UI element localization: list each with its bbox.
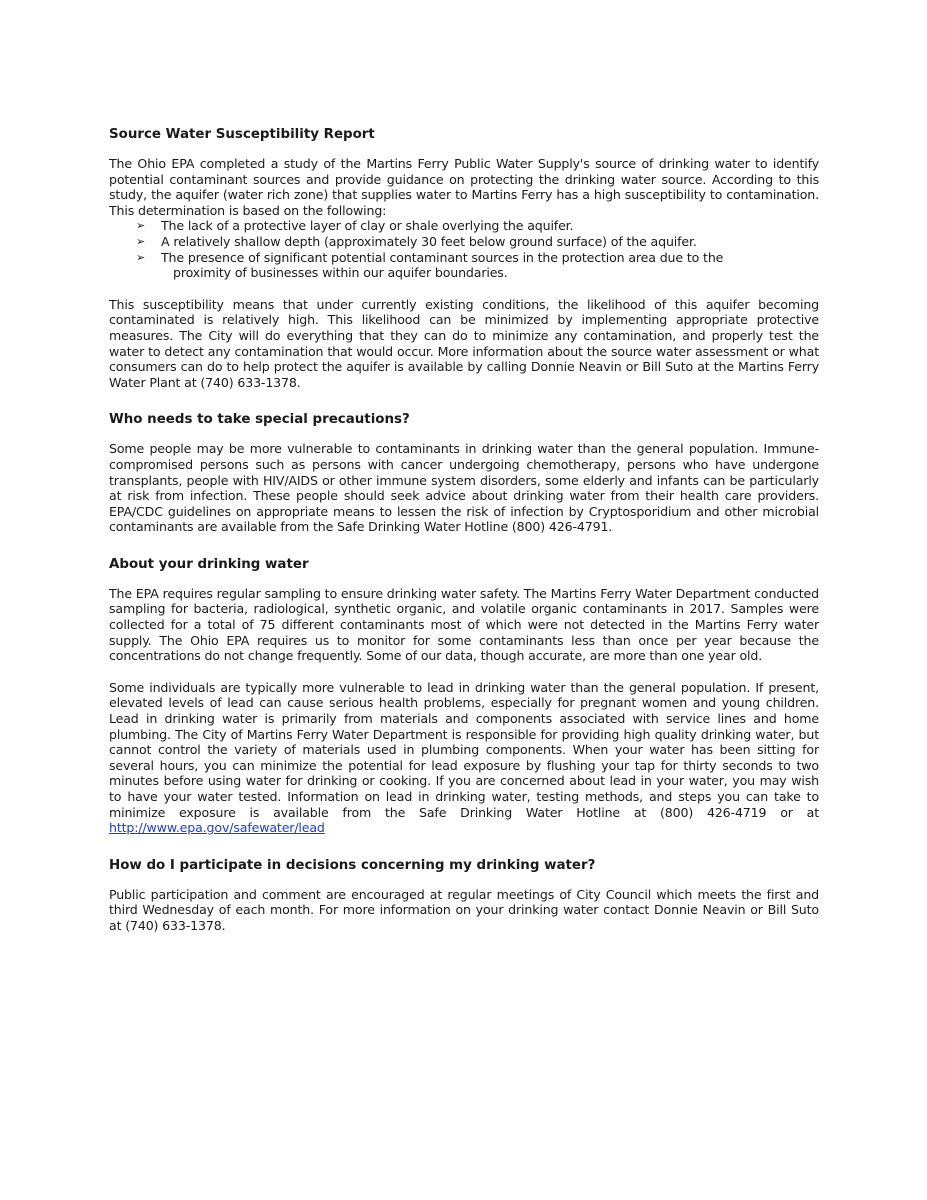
heading-special-precautions: Who needs to take special precautions? [109,412,410,428]
list-item-continuation: proximity of businesses within our aquifer boundaries. [173,265,508,281]
heading-about-drinking-water: About your drinking water [109,556,309,572]
document-body [109,126,819,934]
arrow-bullet-icon: ➢ [136,250,146,264]
arrow-bullet-icon: ➢ [136,234,146,248]
list-item-text: A relatively shallow depth (approximately 30 feet below ground surface) of the aquifer. [161,233,697,249]
special-precautions-paragraph: Some people may be more vulnerable to contaminants in drinking water than the general population. Immune-compromised persons such as persons with cancer undergoing chemotherapy, persons who have undergone transplants, people with HIV/AIDS or other immune system disorders, some elderly and infants can be particularly at risk from infection. These people should seek advice about drinking water from their health care providers. EPA/CDC guidelines on appropriate means to lessen the risk of infection by Cryptosporidium and other microbial contaminants are available from the Safe Drinking Water Hotline (800) 426-4791. [109,441,819,535]
list-item [109,250,819,281]
lead-paragraph [109,680,819,836]
source-water-intro: The Ohio EPA completed a study of the Martins Ferry Public Water Supply's source of drinking water to identify potential contaminant sources and provide guidance on protecting the drinking water source. According to this study, the aquifer (water rich zone) that supplies water to Martins Ferry has a high susceptibility to contamination. This determination is based on the following: [109,156,819,218]
list-item-text: The presence of significant potential contaminant sources in the protection area due to the [161,249,724,265]
epa-lead-link[interactable]: http://www.epa.gov/safewater/lead [109,820,325,836]
heading-participate: How do I participate in decisions concerning my drinking water? [109,857,596,873]
lead-paragraph-text: Some individuals are typically more vulnerable to lead in drinking water than the general population. If present, elevated levels of lead can cause serious health problems, especially for pregnant women and young children. Lead in drinking water is primarily from materials and components associated with service lines and home plumbing. The City of Martins Ferry Water Department is responsible for providing high quality drinking water, but cannot control the variety of materials used in plumbing components. When your water has been sitting for several hours, you can minimize the potential for lead exposure by flushing your tap for thirty seconds to two minutes before using water for drinking or cooking. If you are concerned about lead in your water, you may wish to have your water tested. Information on lead in drinking water, testing methods, and steps you can take to minimize exposure is available from the Safe Drinking Water Hotline at (800) 426-4719 or at [109,679,819,820]
heading-source-water: Source Water Susceptibility Report [109,127,375,142]
list-item-text: The lack of a protective layer of clay or shale overlying the aquifer. [161,218,574,234]
list-item [109,218,819,234]
list-item [109,234,819,250]
susceptibility-explanation: This susceptibility means that under currently existing conditions, the likelihood of this aquifer becoming contaminated is relatively high. This likelihood can be minimized by implementing appropriate protective measures. The City will do everything that they can do to minimize any contamination, and properly test the water to detect any contamination that would occur. More information about the source water assessment or what consumers can do to help protect the aquifer is available by calling Donnie Neavin or Bill Suto at the Martins Ferry Water Plant at (740) 633-1378. [109,296,819,390]
participation-paragraph: Public participation and comment are encouraged at regular meetings of City Council which meets the first and third Wednesday of each month. For more information on your drinking water contact Donnie Neavin or Bill Suto at (740) 633-1378. [109,886,819,933]
arrow-bullet-icon: ➢ [136,219,146,233]
susceptibility-factors-list [109,218,819,280]
sampling-paragraph: The EPA requires regular sampling to ensure drinking water safety. The Martins Ferry Water Department conducted sampling for bacteria, radiological, synthetic organic, and volatile organic contaminants in 2017. Samples were collected for a total of 75 different contaminants most of which were not detected in the Martins Ferry water supply. The Ohio EPA requires us to monitor for some contaminants less than once per year because the concentrations do not change frequently. Some of our data, though accurate, are more than one year old. [109,585,819,664]
